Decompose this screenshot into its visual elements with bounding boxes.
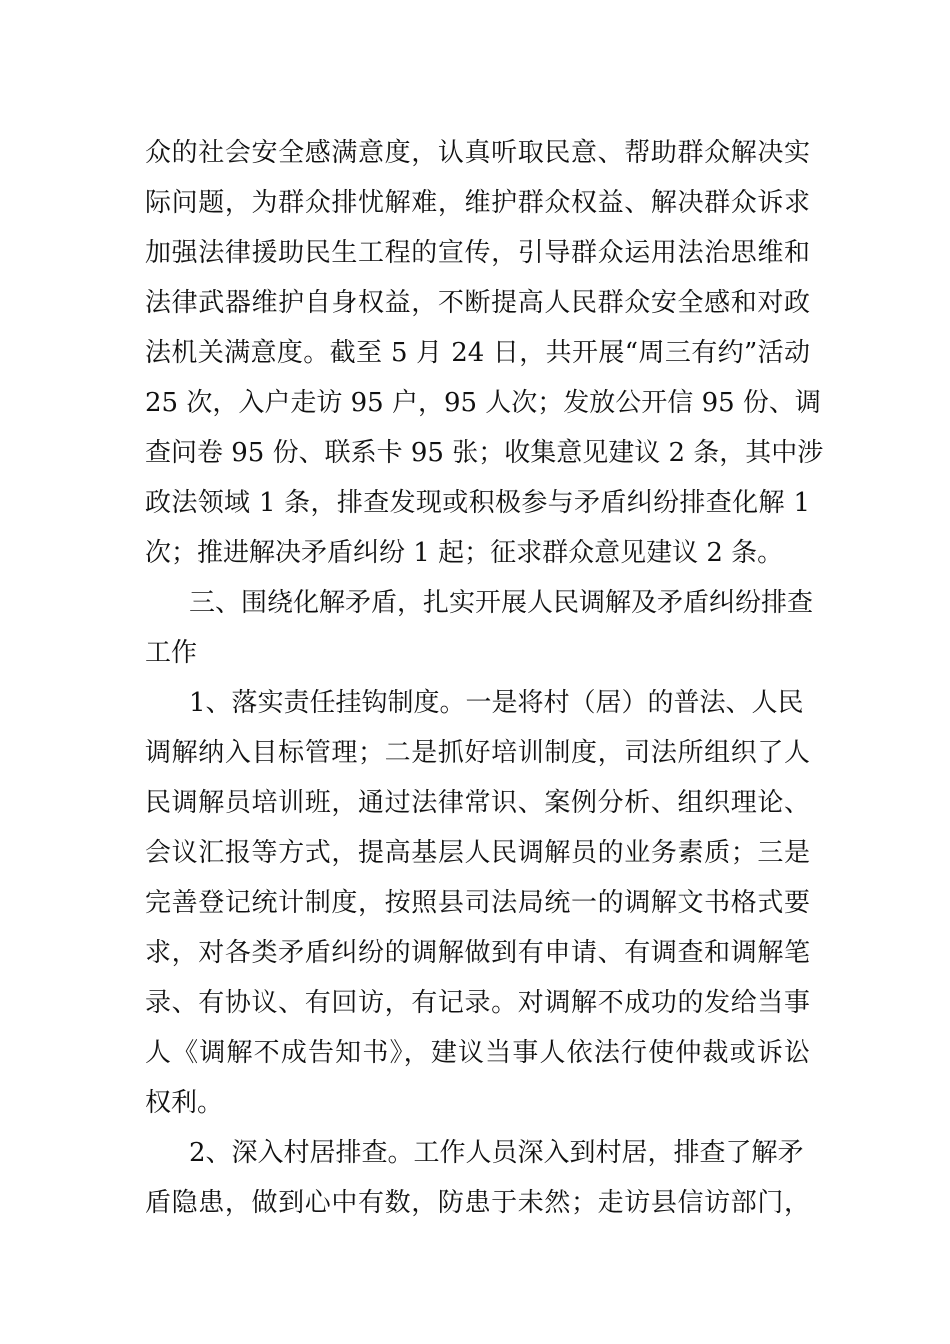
text-line: 法律武器维护自身权益，不断提高人民群众安全感和对政 — [145, 288, 810, 318]
text-line: 众的社会安全感满意度，认真听取民意、帮助群众解决实 — [145, 138, 810, 168]
text-line: 调解纳入目标管理；二是抓好培训制度，司法所组织了人 — [145, 738, 810, 768]
text-line: 盾隐患，做到心中有数，防患于未然；走访县信访部门， — [145, 1188, 810, 1218]
text-line: 人《调解不成告知书》，建议当事人依法行使仲裁或诉讼 — [145, 1038, 810, 1068]
paragraph-start: 1、落实责任挂钩制度。一是将村（居）的普法、人民 — [189, 688, 804, 718]
text-line: 录、有协议、有回访，有记录。对调解不成功的发给当事 — [145, 988, 810, 1018]
text-line: 权利。 — [145, 1088, 224, 1118]
text-line: 25 次，入户走访 95 户，95 人次；发放公开信 95 份、调 — [145, 388, 821, 418]
paragraph-start: 2、深入村居排查。工作人员深入到村居，排查了解矛 — [189, 1138, 804, 1168]
section-heading: 三、围绕化解矛盾，扎实开展人民调解及矛盾纠纷排查 — [189, 588, 814, 618]
text-line: 加强法律援助民生工程的宣传，引导群众运用法治思维和 — [145, 238, 810, 268]
text-line: 民调解员培训班，通过法律常识、案例分析、组织理论、 — [145, 788, 810, 818]
text-line: 次；推进解决矛盾纠纷 1 起；征求群众意见建议 2 条。 — [145, 538, 784, 568]
text-line: 际问题，为群众排忧解难，维护群众权益、解决群众诉求 — [145, 188, 810, 218]
section-heading-continued: 工作 — [145, 638, 198, 668]
text-line: 会议汇报等方式，提高基层人民调解员的业务素质；三是 — [145, 838, 810, 868]
text-line: 完善登记统计制度，按照县司法局统一的调解文书格式要 — [145, 888, 810, 918]
text-line: 政法领域 1 条，排查发现或积极参与矛盾纠纷排查化解 1 — [145, 488, 810, 518]
text-line: 法机关满意度。截至 5 月 24 日，共开展“周三有约”活动 — [145, 338, 810, 368]
text-line: 查问卷 95 份、联系卡 95 张；收集意见建议 2 条，其中涉 — [145, 438, 824, 468]
text-line: 求，对各类矛盾纠纷的调解做到有申请、有调查和调解笔 — [145, 938, 810, 968]
